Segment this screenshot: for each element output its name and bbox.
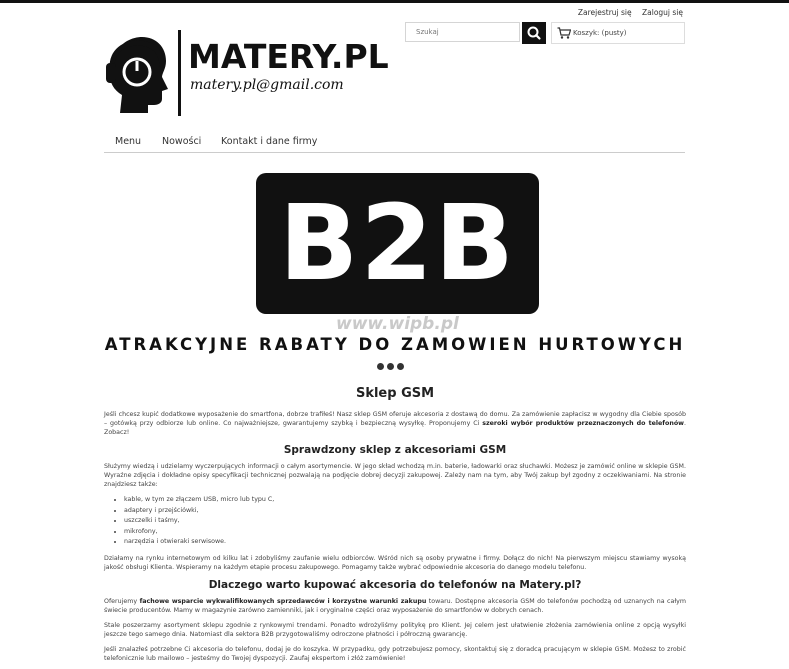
nav-item-menu[interactable]: Menu bbox=[115, 136, 142, 147]
headphones-head-icon bbox=[104, 37, 170, 113]
page-title: Sklep GSM bbox=[355, 386, 435, 401]
cart-label: Koszyk: (pusty) bbox=[573, 29, 627, 37]
account-links bbox=[570, 8, 683, 17]
section-heading-shop: Sprawdzony sklep z akcesoriami GSM bbox=[283, 444, 507, 456]
banner-tagline: ATRAKCYJNE RABATY DO ZAMOWIEN HURTOWYCH bbox=[104, 335, 686, 354]
register-link[interactable]: Zarejestruj się bbox=[577, 8, 632, 17]
search-input[interactable] bbox=[405, 22, 520, 42]
list-item: • adaptery i przejściówki, bbox=[124, 506, 686, 517]
cart-widget[interactable] bbox=[551, 22, 685, 44]
cart-icon bbox=[557, 27, 571, 39]
cart-status: (pusty) bbox=[601, 29, 627, 37]
nav-item-news[interactable]: Nowości bbox=[162, 136, 202, 147]
top-bar bbox=[0, 0, 789, 3]
trust-paragraph: Działamy na rynku internetowym od kilku lat i zdobyliśmy zaufanie wielu odbiorców. Wśród nich są osoby prywatne i firmy. Dołącz do nich! Na pierwszym miejscu stawiamy wysoką jakość obsługi Klienta. Wspieramy na każdym etapie procesu zakupowego. Pomagamy także wybrać odpowiednie akcesoria do danego modelu telefonu. bbox=[104, 554, 686, 571]
product-list bbox=[104, 495, 686, 548]
list-item: • narzędzia i otwieraki serwisowe. bbox=[124, 537, 686, 548]
search-form bbox=[405, 22, 546, 44]
order-paragraph: Jeśli znalazłeś potrzebne Ci akcesoria do telefonu, dodaj je do koszyka. W przypadku, gdy potrzebujesz pomocy, skontaktuj się z doradcą pracującym w sklepie GSM. Możesz to zrobić telefonicznie lub mailowo – jesteśmy do Twojej dyspozycji. Zaufaj ekspertom i złóż zamówienie! bbox=[104, 645, 686, 662]
list-item: • uszczelki i taśmy, bbox=[124, 516, 686, 527]
slider-dot[interactable] bbox=[387, 363, 394, 370]
slider-dot[interactable] bbox=[397, 363, 404, 370]
shop-paragraph: Służymy wiedzą i udzielamy wyczerpujących informacji o całym asortymencie. W jego skład wchodzą m.in. baterie, ładowarki oraz słuchawki. Możesz je zamówić online w sklepie GSM. Wyraźne zdjęcia i dokładne opisy specyfikacji technicznej pozwalają na podjęcie dobrej decyzji zakupowej. Zależy nam na tym, aby Twój zakup był zgodny z oczekiwaniami. Na stronie znajdziesz także: bbox=[104, 463, 686, 488]
section-heading-why: Dlaczego warto kupować akcesoria do telefonów na Matery.pl? bbox=[208, 578, 582, 591]
watermark: www.wipb.pl bbox=[336, 314, 459, 334]
offer-paragraph: Oferujemy fachowe wsparcie wykwalifikowanych sprzedawców i korzystne warunki zakupu towaru. Dostępne akcesoria GSM do telefonów pochodzą od uznanych na całym świecie producentów. Mamy w magazynie zarówno zamienniki, jak i oryginalne części oraz wyposażenie do smartfonów w dobrych cenach. bbox=[104, 597, 686, 614]
slider-dots bbox=[377, 355, 407, 374]
nav-item-contact[interactable]: Kontakt i dane firmy bbox=[221, 136, 318, 147]
b2b-banner[interactable] bbox=[104, 170, 686, 366]
main-content bbox=[104, 386, 686, 669]
brand-email: matery.pl@gmail.com bbox=[190, 77, 344, 93]
list-item: • kable, w tym ze złączem USB, micro lub typu C, bbox=[124, 495, 686, 506]
search-icon bbox=[522, 22, 546, 44]
main-nav bbox=[104, 134, 685, 153]
brand-name: MATERY.PL bbox=[188, 37, 389, 76]
login-link[interactable]: Zaloguj się bbox=[642, 8, 683, 17]
b2b-badge: B2B bbox=[256, 173, 539, 314]
list-item: • mikrofony, bbox=[124, 527, 686, 538]
search-button[interactable] bbox=[522, 22, 546, 44]
intro-paragraph: Jeśli chcesz kupić dodatkowe wyposażenie do smartfona, dobrze trafiłeś! Nasz sklep GSM oferuje akcesoria z dostawą do domu. Za zamówienie zapłacisz w wygodny dla Ciebie sposób – gotówką przy odbiorze lub online. Co najważniejsze, gwarantujemy szybką i bezpieczną wysyłkę. Proponujemy Ci szeroki wybór produktów przeznaczonych do telefonów. Zobacz! bbox=[104, 411, 686, 436]
slider-dot[interactable] bbox=[377, 363, 384, 370]
site-logo[interactable] bbox=[104, 29, 389, 117]
policy-paragraph: Stale poszerzamy asortyment sklepu zgodnie z rynkowymi trendami. Ponadto wdrożyliśmy politykę pro Klient. Jej celem jest ułatwienie złożenia zamówienia online z opcją wysyłki jeszcze tego samego dnia. Natomiast dla sektora B2B przygotowaliśmy odroczone płatności i półroczną gwarancję. bbox=[104, 621, 686, 638]
logo-divider bbox=[178, 30, 181, 116]
